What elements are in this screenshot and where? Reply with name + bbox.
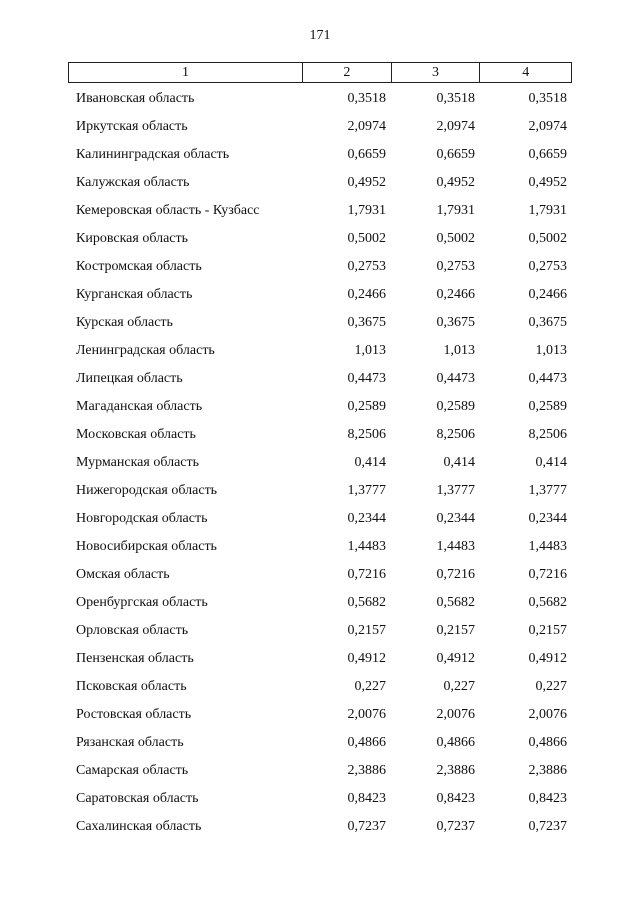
value-column-3: 1,4483 (436, 539, 475, 554)
value-column-3: 0,6659 (436, 147, 475, 162)
table-row (68, 421, 572, 449)
column-header-3: 3 (391, 63, 480, 82)
table-row (68, 393, 572, 421)
value-column-4: 0,2753 (528, 259, 567, 274)
value-column-2: 0,7216 (347, 567, 386, 582)
table-row (68, 85, 572, 113)
value-column-3: 1,013 (443, 343, 475, 358)
value-column-2: 2,0974 (347, 119, 386, 134)
value-column-3: 0,5002 (436, 231, 475, 246)
value-column-4: 0,3675 (528, 315, 567, 330)
value-column-2: 0,6659 (347, 147, 386, 162)
value-column-3: 0,7237 (436, 819, 475, 834)
region-name: Пензенская область (76, 651, 194, 666)
page-number: 171 (309, 28, 331, 43)
table-row (68, 533, 572, 561)
value-column-2: 0,2589 (347, 399, 386, 414)
value-column-3: 0,227 (443, 679, 475, 694)
table-row (68, 113, 572, 141)
value-column-3: 0,4473 (436, 371, 475, 386)
value-column-4: 2,0076 (528, 707, 567, 722)
region-name: Самарская область (76, 763, 189, 778)
value-column-4: 1,3777 (528, 483, 567, 498)
value-column-4: 0,4952 (528, 175, 567, 190)
value-column-2: 0,2753 (347, 259, 386, 274)
table-row (68, 449, 572, 477)
value-column-3: 0,3518 (436, 91, 475, 106)
value-column-2: 0,5682 (347, 595, 386, 610)
value-column-4: 0,2344 (528, 511, 567, 526)
value-column-4: 0,227 (535, 679, 567, 694)
region-name: Рязанская область (76, 735, 184, 750)
value-column-3: 0,7216 (436, 567, 475, 582)
value-column-4: 1,4483 (528, 539, 567, 554)
table-row (68, 729, 572, 757)
value-column-4: 0,5002 (528, 231, 567, 246)
value-column-2: 0,4912 (347, 651, 386, 666)
column-header-1: 1 (182, 65, 190, 80)
value-column-3: 8,2506 (436, 427, 475, 442)
value-column-3: 0,4912 (436, 651, 475, 666)
table-row (68, 141, 572, 169)
table-row (68, 757, 572, 785)
data-table (68, 62, 572, 841)
value-column-3: 0,4952 (436, 175, 475, 190)
table-row (68, 673, 572, 701)
value-column-4: 1,013 (535, 343, 567, 358)
table-row (68, 505, 572, 533)
value-column-2: 0,414 (354, 455, 386, 470)
table-row (68, 617, 572, 645)
value-column-4: 0,5682 (528, 595, 567, 610)
column-header-4: 4 (479, 63, 571, 82)
region-name: Орловская область (76, 623, 189, 638)
value-column-3: 0,4866 (436, 735, 475, 750)
value-column-2: 2,0076 (347, 707, 386, 722)
table-row (68, 589, 572, 617)
value-column-3: 0,2344 (436, 511, 475, 526)
table-row (68, 365, 572, 393)
region-name: Псковская область (76, 679, 187, 694)
region-name: Ростовская область (76, 707, 192, 722)
value-column-3: 0,2157 (436, 623, 475, 638)
table-row (68, 477, 572, 505)
value-column-2: 0,4866 (347, 735, 386, 750)
value-column-2: 1,7931 (347, 203, 386, 218)
table-body (68, 85, 572, 841)
value-column-4: 2,3886 (528, 763, 567, 778)
value-column-3: 2,3886 (436, 763, 475, 778)
table-row (68, 225, 572, 253)
value-column-4: 0,2589 (528, 399, 567, 414)
table-row (68, 813, 572, 841)
region-name: Калининградская область (76, 147, 230, 162)
value-column-4: 8,2506 (528, 427, 567, 442)
region-name: Московская область (76, 427, 196, 442)
table-row (68, 169, 572, 197)
table-row (68, 785, 572, 813)
table-row (68, 309, 572, 337)
value-column-4: 0,4866 (528, 735, 567, 750)
value-column-2: 0,4473 (347, 371, 386, 386)
value-column-3: 0,2753 (436, 259, 475, 274)
value-column-3: 0,2589 (436, 399, 475, 414)
region-name: Нижегородская область (76, 483, 218, 498)
region-name: Костромская область (76, 259, 202, 274)
table-row (68, 561, 572, 589)
value-column-4: 0,6659 (528, 147, 567, 162)
region-name: Саратовская область (76, 791, 199, 806)
table-row (68, 253, 572, 281)
region-name: Кемеровская область - Кузбасс (76, 203, 260, 218)
region-name: Ивановская область (76, 91, 195, 106)
value-column-4: 0,414 (535, 455, 567, 470)
value-column-4: 0,4473 (528, 371, 567, 386)
region-name: Омская область (76, 567, 170, 582)
value-column-2: 0,2466 (347, 287, 386, 302)
value-column-4: 0,7237 (528, 819, 567, 834)
value-column-4: 0,3518 (528, 91, 567, 106)
value-column-2: 1,4483 (347, 539, 386, 554)
region-name: Магаданская область (76, 399, 203, 414)
value-column-3: 1,7931 (436, 203, 475, 218)
value-column-4: 0,8423 (528, 791, 567, 806)
value-column-3: 0,2466 (436, 287, 475, 302)
value-column-2: 1,013 (354, 343, 386, 358)
value-column-3: 1,3777 (436, 483, 475, 498)
value-column-2: 1,3777 (347, 483, 386, 498)
column-header-2: 2 (302, 63, 391, 82)
table-header-row (68, 62, 572, 83)
value-column-2: 0,8423 (347, 791, 386, 806)
value-column-2: 2,3886 (347, 763, 386, 778)
value-column-4: 0,7216 (528, 567, 567, 582)
region-name: Курская область (76, 315, 173, 330)
value-column-2: 0,2157 (347, 623, 386, 638)
value-column-3: 0,5682 (436, 595, 475, 610)
value-column-3: 0,3675 (436, 315, 475, 330)
region-name: Ленинградская область (76, 343, 215, 358)
value-column-4: 1,7931 (528, 203, 567, 218)
region-name: Мурманская область (76, 455, 200, 470)
table-row (68, 645, 572, 673)
region-name: Оренбургская область (76, 595, 208, 610)
value-column-4: 0,4912 (528, 651, 567, 666)
value-column-3: 0,8423 (436, 791, 475, 806)
value-column-2: 0,3518 (347, 91, 386, 106)
value-column-2: 0,5002 (347, 231, 386, 246)
region-name: Новгородская область (76, 511, 208, 526)
table-row (68, 281, 572, 309)
region-name: Липецкая область (76, 371, 183, 386)
value-column-2: 0,3675 (347, 315, 386, 330)
table-row (68, 337, 572, 365)
value-column-3: 0,414 (443, 455, 475, 470)
region-name: Иркутская область (76, 119, 188, 134)
value-column-3: 2,0076 (436, 707, 475, 722)
value-column-4: 0,2466 (528, 287, 567, 302)
table-row (68, 197, 572, 225)
table-row (68, 701, 572, 729)
value-column-3: 2,0974 (436, 119, 475, 134)
region-name: Калужская область (76, 175, 190, 190)
value-column-2: 8,2506 (347, 427, 386, 442)
region-name: Новосибирская область (76, 539, 217, 554)
region-name: Сахалинская область (76, 819, 202, 834)
value-column-4: 2,0974 (528, 119, 567, 134)
value-column-2: 0,4952 (347, 175, 386, 190)
region-name: Кировская область (76, 231, 189, 246)
value-column-2: 0,2344 (347, 511, 386, 526)
region-name: Курганская область (76, 287, 193, 302)
value-column-2: 0,227 (354, 679, 386, 694)
value-column-2: 0,7237 (347, 819, 386, 834)
value-column-4: 0,2157 (528, 623, 567, 638)
